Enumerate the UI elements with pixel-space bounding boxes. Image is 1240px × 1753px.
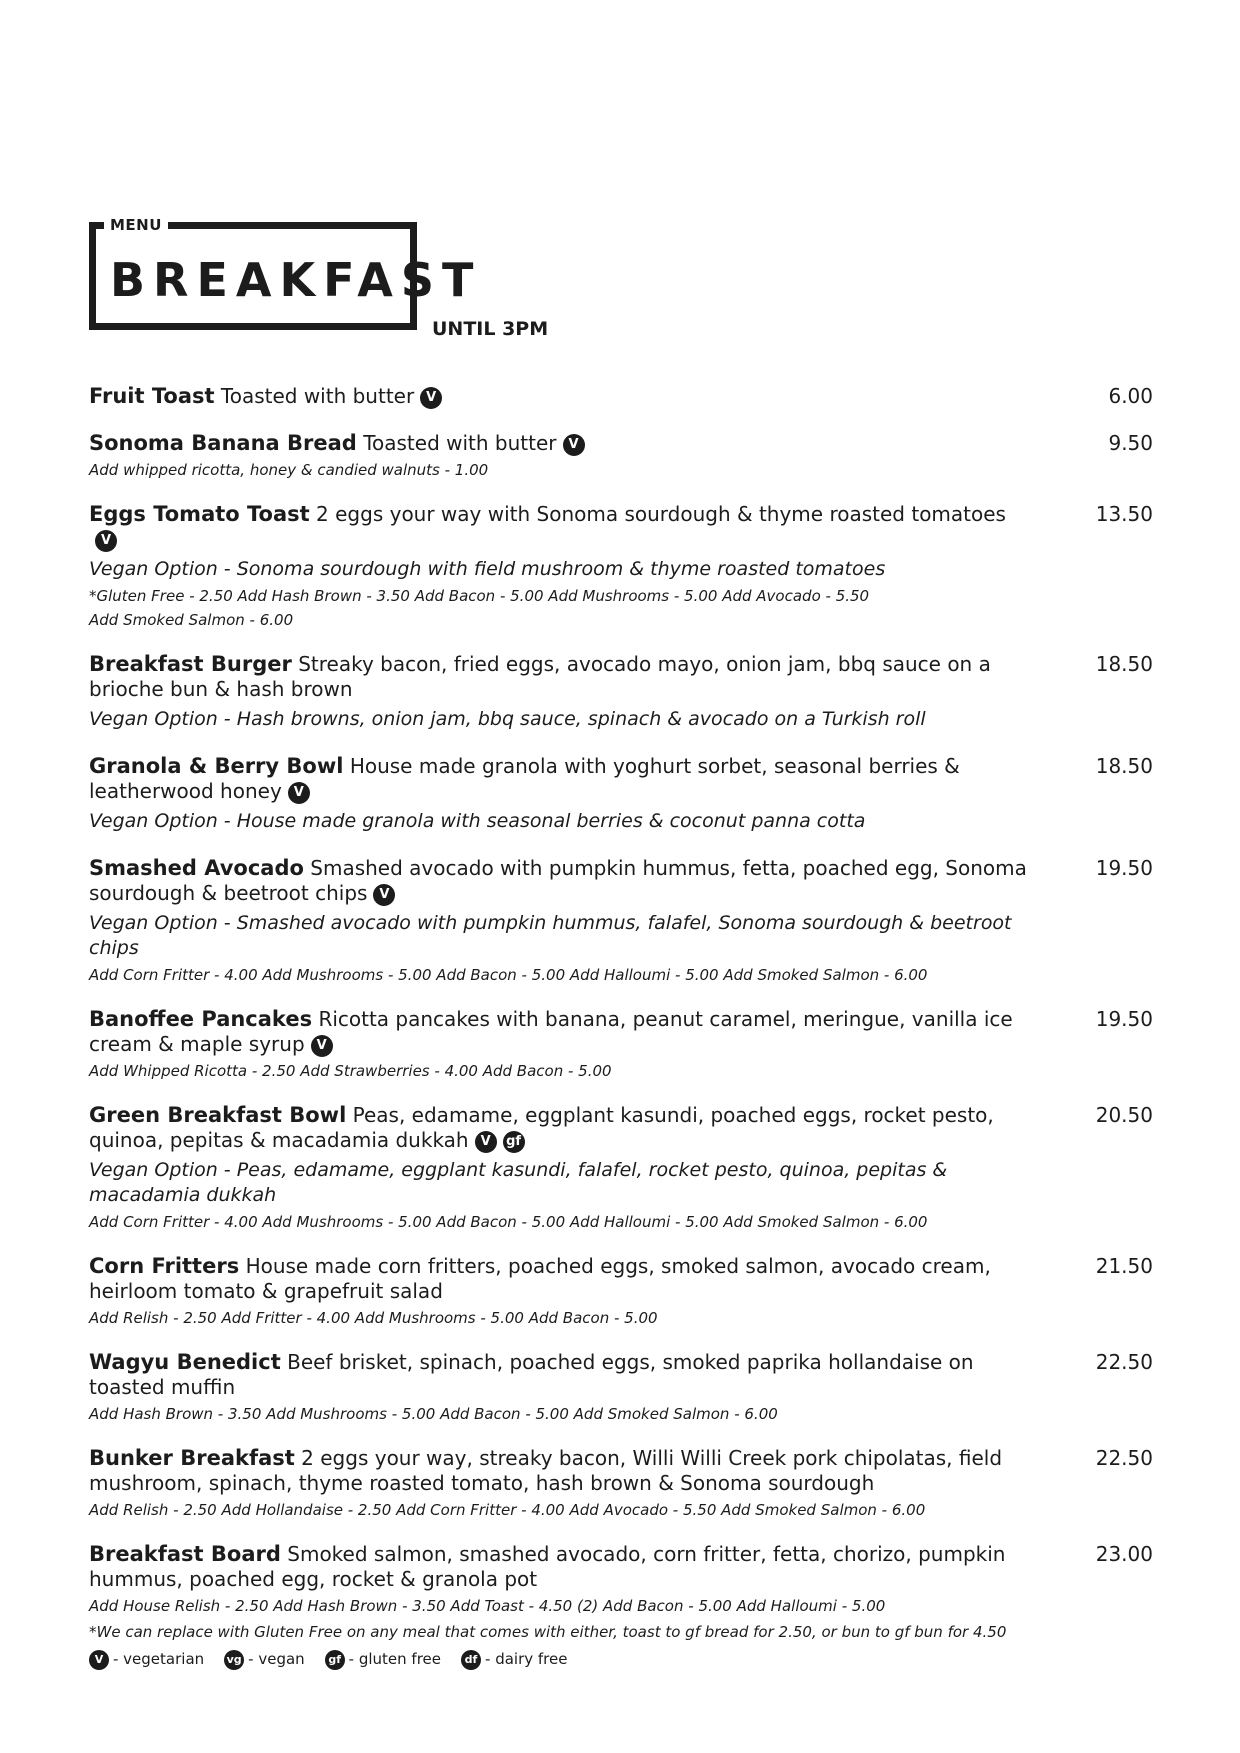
menu-item-description: 2 eggs your way with Sonoma sourdough & thyme roasted tomatoes [316,502,1006,526]
dairy-free-badge-icon: df [461,1650,481,1670]
menu-item-price: 6.00 [1108,384,1153,408]
add-ons: *Gluten Free - 2.50 Add Hash Brown - 3.50 Add Bacon - 5.00 Add Mushrooms - 5.00 Add Avocado - 5.50 [89,587,870,605]
add-ons: Add Relish - 2.50 Add Fritter - 4.00 Add Mushrooms - 5.00 Add Bacon - 5.00 [89,1309,658,1327]
menu-item-row [89,1350,1153,1400]
menu-item-name: Breakfast Board [89,1542,281,1566]
menu-tag: MENU [104,215,168,235]
menu-item [89,502,1153,630]
vegetarian-badge-icon: V [373,884,395,906]
menu-item-row [89,1007,1153,1057]
menu-item-name: Bunker Breakfast [89,1446,295,1470]
legend-label: - vegan [248,1650,305,1668]
menu-item-description: 2 eggs your way, streaky bacon, Willi Willi Creek pork chipolatas, field mushroom, spinach, thyme roasted tomato, hash brown & Sonoma sourdough [89,1446,1003,1495]
menu-item [89,652,1153,732]
menu-item [89,431,1153,480]
menu-item [89,1350,1153,1424]
add-ons: Add Corn Fritter - 4.00 Add Mushrooms - 5.00 Add Bacon - 5.00 Add Halloumi - 5.00 Add Smoked Salmon - 6.00 [89,1213,928,1231]
menu-item-row [89,856,1153,906]
menu-item-name: Breakfast Burger [89,652,292,676]
vegan-option: Vegan Option - Peas, edamame, eggplant kasundi, falafel, rocket pesto, quinoa, pepitas & macadamia dukkah [89,1159,948,1206]
vegan-badge-icon: vg [224,1650,244,1670]
legend-label: - gluten free [348,1650,442,1668]
menu-item-line [89,1103,1033,1153]
legend-label: - vegetarian [113,1650,205,1668]
menu-item-name: Granola & Berry Bowl [89,754,344,778]
menu-item-description: Ricotta pancakes with banana, peanut caramel, meringue, vanilla ice cream & maple syrup [89,1007,1013,1056]
menu-item-row [89,1103,1153,1153]
menu-item-line [89,1446,1033,1496]
vegetarian-badge-icon: V [475,1131,497,1153]
menu-item-name: Sonoma Banana Bread [89,431,357,455]
add-ons: Add Hash Brown - 3.50 Add Mushrooms - 5.00 Add Bacon - 5.00 Add Smoked Salmon - 6.00 [89,1405,778,1423]
menu-item-description: Toasted with butter [363,431,557,455]
menu-item-name: Fruit Toast [89,384,215,408]
menu-item-name: Smashed Avocado [89,856,304,880]
menu-item-row [89,754,1153,804]
vegan-option: Vegan Option - Hash browns, onion jam, bbq sauce, spinach & avocado on a Turkish roll [89,708,926,730]
legend-label: - dairy free [485,1650,568,1668]
menu-item-line [89,1007,1033,1057]
menu-item-line [89,1254,1033,1304]
vegetarian-badge-icon: V [563,434,585,456]
menu-item [89,1446,1153,1520]
gluten-free-badge-icon: gf [325,1650,345,1670]
menu-item-name: Wagyu Benedict [89,1350,281,1374]
menu-item-row [89,431,1153,456]
menu-item-line [89,431,1033,456]
menu-item-price: 21.50 [1095,1254,1153,1278]
menu-item-price: 9.50 [1108,431,1153,455]
menu-item-description: Smashed avocado with pumpkin hummus, fetta, poached egg, Sonoma sourdough & beetroot chips [89,856,1027,905]
menu-item-description: Smoked salmon, smashed avocado, corn fritter, fetta, chorizo, pumpkin hummus, poached egg, rocket & granola pot [89,1542,1006,1591]
menu-item-price: 19.50 [1095,1007,1153,1031]
menu-item-price: 18.50 [1095,754,1153,778]
legend-entry [325,1648,441,1670]
gluten-free-footnote: *We can replace with Gluten Free on any meal that comes with either, toast to gf bread for 2.50, or bun to gf bun for 4.50 [89,1623,1007,1641]
legend-entry [461,1648,567,1670]
menu-item-name: Green Breakfast Bowl [89,1103,347,1127]
menu-item-line [89,384,1033,409]
menu-item-row [89,384,1153,409]
menu-item [89,856,1153,985]
menu-item-row [89,502,1153,552]
menu-item-line [89,1542,1033,1592]
menu-item-price: 22.50 [1095,1446,1153,1470]
menu-item-line [89,1350,1033,1400]
dietary-legend [89,1648,587,1670]
vegetarian-badge-icon: V [89,1650,109,1670]
vegetarian-badge-icon: V [288,782,310,804]
menu-item-price: 18.50 [1095,652,1153,676]
menu-item-price: 13.50 [1095,502,1153,526]
menu-item-line [89,856,1033,906]
page-title: BREAKFAST [110,253,482,307]
add-ons: Add House Relish - 2.50 Add Hash Brown - 3.50 Add Toast - 4.50 (2) Add Bacon - 5.00 Add Halloumi - 5.00 [89,1597,886,1615]
add-ons: Add whipped ricotta, honey & candied walnuts - 1.00 [89,461,489,479]
menu-item-row [89,1446,1153,1496]
menu-item [89,1103,1153,1232]
add-ons: Add Corn Fritter - 4.00 Add Mushrooms - 5.00 Add Bacon - 5.00 Add Halloumi - 5.00 Add Smoked Salmon - 6.00 [89,966,928,984]
vegan-option: Vegan Option - Sonoma sourdough with field mushroom & thyme roasted tomatoes [89,558,886,580]
menu-item [89,1254,1153,1328]
menu-item-description: Streaky bacon, fried eggs, avocado mayo, onion jam, bbq sauce on a brioche bun & hash brown [89,652,991,701]
menu-list [89,384,1153,1638]
vegan-option: Vegan Option - House made granola with seasonal berries & coconut panna cotta [89,810,866,832]
vegetarian-badge-icon: V [420,387,442,409]
vegetarian-badge-icon: V [311,1035,333,1057]
gluten-free-badge-icon: gf [503,1131,525,1153]
menu-item-line [89,754,1033,804]
add-ons: Add Smoked Salmon - 6.00 [89,611,294,629]
add-ons: Add Whipped Ricotta - 2.50 Add Strawberries - 4.00 Add Bacon - 5.00 [89,1062,612,1080]
menu-item-description: Toasted with butter [220,384,415,408]
menu-item [89,1007,1153,1081]
legend-entry [89,1648,204,1670]
menu-item-row [89,1542,1153,1592]
menu-item [89,384,1153,409]
menu-item-line [89,652,1033,702]
menu-item-description: Peas, edamame, eggplant kasundi, poached eggs, rocket pesto, quinoa, pepitas & macadamia dukkah [89,1103,994,1152]
menu-item-price: 20.50 [1095,1103,1153,1127]
legend-entry [224,1648,305,1670]
menu-item-line [89,502,1033,552]
menu-item-row [89,652,1153,702]
page-subtitle: UNTIL 3PM [432,318,549,340]
menu-item-description: Beef brisket, spinach, poached eggs, smoked paprika hollandaise on toasted muffin [89,1350,974,1399]
menu-item-description: House made granola with yoghurt sorbet, seasonal berries & leatherwood honey [89,754,960,803]
menu-item-name: Corn Fritters [89,1254,240,1278]
add-ons: Add Relish - 2.50 Add Hollandaise - 2.50 Add Corn Fritter - 4.00 Add Avocado - 5.50 Add Smoked Salmon - 6.00 [89,1501,926,1519]
menu-item-row [89,1254,1153,1304]
menu-item-price: 22.50 [1095,1350,1153,1374]
menu-item-price: 23.00 [1095,1542,1153,1566]
menu-item-price: 19.50 [1095,856,1153,880]
vegetarian-badge-icon: V [95,530,117,552]
menu-item-description: House made corn fritters, poached eggs, smoked salmon, avocado cream, heirloom tomato & grapefruit salad [89,1254,991,1303]
menu-item-name: Eggs Tomato Toast [89,502,310,526]
menu-item [89,754,1153,834]
menu-item [89,1542,1153,1616]
vegan-option: Vegan Option - Smashed avocado with pumpkin hummus, falafel, Sonoma sourdough & beetroot chips [89,912,1012,959]
menu-item-name: Banoffee Pancakes [89,1007,313,1031]
